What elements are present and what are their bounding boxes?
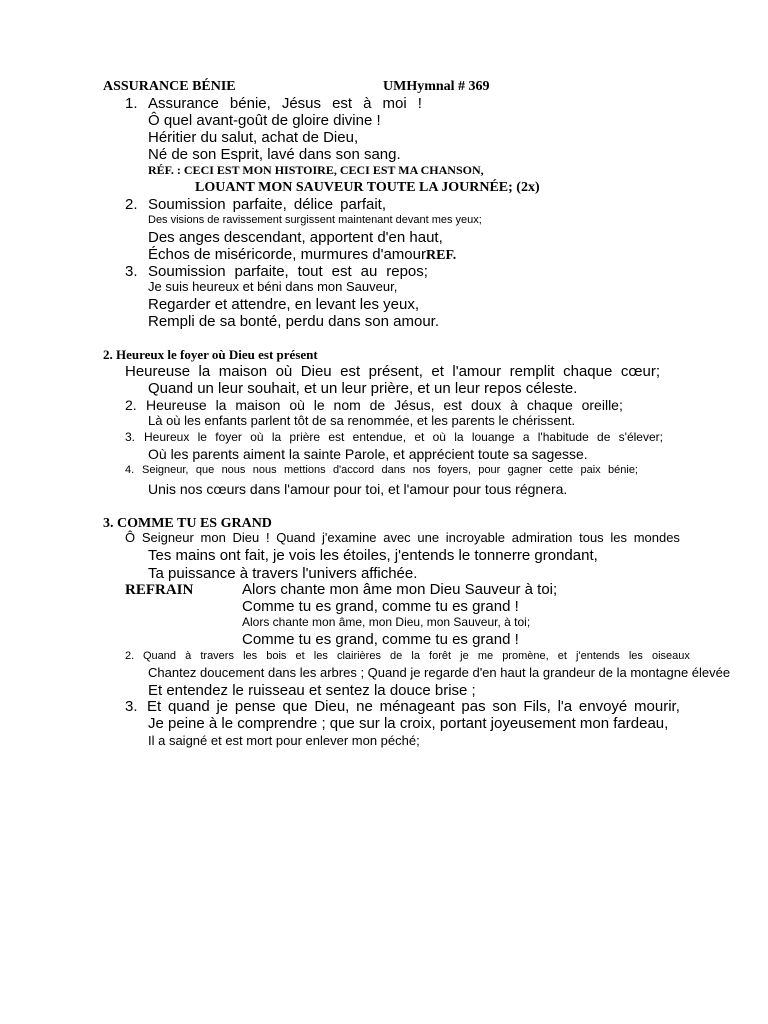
word: pour <box>478 464 501 476</box>
word: forêt <box>429 650 452 662</box>
word: ! <box>417 95 422 112</box>
hymn2-verse1-line1 <box>125 364 660 381</box>
word: Quand <box>276 530 316 545</box>
word: les <box>610 530 627 545</box>
word: où <box>250 430 264 444</box>
word: à <box>185 650 192 662</box>
hymn2-verse4-number: 4. <box>125 464 135 476</box>
hymn2-title: 2. Heureux le foyer où Dieu est présent <box>103 347 318 362</box>
word: Assurance <box>148 95 219 112</box>
word: délice <box>293 196 334 213</box>
word: clairières <box>336 650 381 662</box>
word: doux <box>470 397 502 413</box>
hymn1-verse3-line2: Je suis heureux et béni dans mon Sauveur, <box>148 279 398 294</box>
word: ne <box>356 698 373 715</box>
hymn3-verse2-number: 2. <box>125 650 135 662</box>
word: pas <box>461 698 486 715</box>
hymn3-verse1-line2: Tes mains ont fait, je vois les étoiles, j'entends le tonnerre grondant, <box>148 547 598 564</box>
word: Seigneur <box>141 530 194 545</box>
hymn1-refrain-line2: LOUANT MON SAUVEUR TOUTE LA JOURNÉE; (2x) <box>195 180 540 195</box>
word: où <box>275 363 293 380</box>
hymn3-refrain-line2: Comme tu es grand, comme tu es grand ! <box>242 598 519 615</box>
hymn2-verse3-number: 3. <box>125 430 136 444</box>
word: maison <box>218 363 268 380</box>
hymn3-verse2-line3: Et entendez le ruisseau et sentez la douce brise ; <box>148 682 476 699</box>
word: repos; <box>386 263 428 280</box>
hymn1-verse1-line1 <box>148 96 422 113</box>
word: la <box>454 430 464 444</box>
word: Ô <box>125 530 136 545</box>
hymn1-verse1-line3: Héritier du salut, achat de Dieu, <box>148 129 359 146</box>
hymn3-refrain-line1: Alors chante mon âme mon Dieu Sauveur à toi; <box>242 581 558 598</box>
hymn3-refrain-line3: Alors chante mon âme, mon Dieu, mon Sauveur, à toi; <box>242 615 531 629</box>
word: avec <box>383 530 411 545</box>
word: mettions <box>284 464 326 476</box>
hymn1-reference: UMHymnal # 369 <box>383 79 490 94</box>
word: la <box>411 650 420 662</box>
word: oiseaux <box>652 650 690 662</box>
word: de <box>369 397 386 413</box>
hymn1-verse3-number: 3. <box>125 263 138 280</box>
word: je <box>216 698 229 715</box>
word: admiration <box>511 530 573 545</box>
word: envoyé <box>578 698 628 715</box>
word: cette <box>549 464 574 476</box>
word: Seigneur, <box>142 464 189 476</box>
hymn3-title: 3. COMME TU ES GRAND <box>103 516 272 531</box>
word: et <box>431 363 444 380</box>
hymn3-refrain-label: REFRAIN <box>125 582 194 598</box>
hymn3-verse3-line3: Il a saigné et est mort pour enlever mon péché; <box>148 733 420 748</box>
word: Quand <box>143 650 177 662</box>
word: Heureux <box>144 430 190 444</box>
hymn3-verse2-line2: Chantez doucement dans les arbres ; Quand je regarde d'en haut la grandeur de la montagne élevée <box>148 665 731 680</box>
word: parfaite, <box>232 196 287 213</box>
word: nom <box>333 397 361 413</box>
hymn1-verse2-number: 2. <box>125 196 138 213</box>
word: Jésus <box>281 95 322 112</box>
word: ! <box>265 530 270 545</box>
word: Heureuse <box>125 363 191 380</box>
word: remplit <box>509 363 555 380</box>
word: quand <box>167 698 210 715</box>
word: les <box>628 650 643 662</box>
word: s'élever; <box>618 430 663 444</box>
word: Fils, <box>523 698 551 715</box>
hymn1-verse3-line4: Rempli de sa bonté, perdu dans son amour. <box>148 313 440 330</box>
word: Et <box>147 698 162 715</box>
word: nous <box>252 464 277 476</box>
word: bénie; <box>608 464 638 476</box>
word: entendue, <box>352 430 407 444</box>
hymn3-verse3-line2: Je peine à le comprendre ; que sur la croix, portant joyeusement mon fardeau, <box>148 715 669 732</box>
word: les <box>313 650 328 662</box>
word: mourir, <box>634 698 680 715</box>
word: l'amour <box>452 363 502 380</box>
word: est <box>340 363 361 380</box>
word: j'entends <box>576 650 620 662</box>
word: est <box>328 430 345 444</box>
word: d'accord <box>332 464 375 476</box>
word: dans <box>381 464 406 476</box>
word: et <box>557 650 567 662</box>
hymn1-verse2-line3: Des anges descendant, apportent d'en haut, <box>148 229 443 246</box>
word: où <box>289 397 305 413</box>
word: parfait, <box>340 196 386 213</box>
word: foyers, <box>437 464 471 476</box>
word: paix <box>580 464 601 476</box>
hymn3-verse2-line1 <box>143 650 690 662</box>
hymn2-verse3-line2: Où les parents aiment la sainte Parole, et apprécient toute sa sagesse. <box>148 446 588 462</box>
word: me <box>477 650 494 662</box>
word: tout <box>297 263 323 280</box>
word: oreille; <box>581 397 623 413</box>
hymn2-verse2-line2: Là où les enfants parlent tôt de sa renommée, et les parents le chérissent. <box>148 413 576 428</box>
word: Heureuse <box>146 397 207 413</box>
hymn1-verse1-number: 1. <box>125 95 138 112</box>
hymn1-verse1-line2: Ô quel avant-goût de gloire divine ! <box>148 112 381 129</box>
word: Soumission <box>148 263 226 280</box>
word: l'a <box>557 698 573 715</box>
word: cœur; <box>620 363 660 380</box>
word: une <box>417 530 440 545</box>
word: de <box>597 430 611 444</box>
word: l'habitude <box>537 430 589 444</box>
word: la <box>215 397 227 413</box>
word: chaque <box>563 363 613 380</box>
hymn1-verse2-refrain-mark: REF. <box>426 248 457 263</box>
word: gagner <box>507 464 542 476</box>
word: a <box>522 430 530 444</box>
word: est <box>443 397 463 413</box>
word: au <box>360 263 378 280</box>
word: présent, <box>368 363 423 380</box>
hymn2-verse3-line1 <box>144 431 663 444</box>
word: ménageant <box>379 698 455 715</box>
word: nous <box>221 464 246 476</box>
hymn2-verse1-line2: Quand un leur souhait, et un leur prière, et un leur repos céleste. <box>148 380 578 397</box>
hymn1-verse3-line3: Regarder et attendre, en levant les yeux, <box>148 296 419 313</box>
hymn1-verse2-line4: Échos de miséricorde, murmures d'amour. <box>148 246 430 263</box>
word: Dieu <box>300 363 332 380</box>
word: Dieu <box>232 530 260 545</box>
word: les <box>243 650 258 662</box>
word: foyer <box>215 430 242 444</box>
word: travers <box>200 650 234 662</box>
hymn1-verse1-line4: Né de son Esprit, lavé dans son sang. <box>148 146 401 163</box>
hymn2-verse2-number: 2. <box>125 397 137 413</box>
word: maison <box>235 397 281 413</box>
word: le <box>197 430 207 444</box>
word: à <box>363 95 372 112</box>
word: Soumission <box>148 196 226 213</box>
word: que <box>195 464 215 476</box>
word: est <box>331 263 352 280</box>
word: bois <box>266 650 287 662</box>
hymn3-refrain-line4: Comme tu es grand, comme tu es grand ! <box>242 631 519 648</box>
word: j'examine <box>322 530 377 545</box>
word: moi <box>382 95 407 112</box>
hymn3-verse3-line1 <box>147 699 680 716</box>
word: Jésus, <box>394 397 435 413</box>
word: Dieu, <box>314 698 350 715</box>
word: son <box>492 698 517 715</box>
word: louange <box>471 430 515 444</box>
hymn3-verse3-number: 3. <box>125 698 138 715</box>
hymn2-verse4-line1 <box>142 464 638 476</box>
hymn1-refrain-line1: RÉF. : CECI EST MON HISTOIRE, CECI EST MA CHANSON, <box>148 163 484 177</box>
hymn2-verse4-line2: Unis nos cœurs dans l'amour pour toi, et l'amour pour tous régnera. <box>148 481 568 497</box>
word: chaque <box>526 397 573 413</box>
word: le <box>313 397 325 413</box>
word: de <box>390 650 403 662</box>
word: bénie, <box>229 95 271 112</box>
word: la <box>271 430 282 444</box>
word: incroyable <box>445 530 506 545</box>
hymn2-verse2-line1 <box>146 398 623 413</box>
word: je <box>460 650 469 662</box>
word: à <box>510 397 518 413</box>
hymn3-verse1-line1 <box>125 531 680 545</box>
hymn3-verse1-line3: Ta puissance à travers l'univers affichée. <box>148 565 418 582</box>
word: pense <box>234 698 276 715</box>
word: prière <box>289 430 321 444</box>
hymn1-verse2-line2: Des visions de ravissement surgissent maintenant devant mes yeux; <box>148 214 482 226</box>
word: nos <box>412 464 431 476</box>
hymn1-verse2-line1 <box>148 197 386 214</box>
word: mondes <box>633 530 680 545</box>
word: mon <box>200 530 226 545</box>
word: où <box>432 430 446 444</box>
hymn1-title: ASSURANCE BÉNIE <box>103 79 236 94</box>
word: promène, <box>502 650 549 662</box>
word: et <box>295 650 305 662</box>
word: parfaite, <box>234 263 289 280</box>
word: la <box>198 363 211 380</box>
word: que <box>282 698 308 715</box>
word: est <box>332 95 353 112</box>
word: tous <box>579 530 604 545</box>
word: et <box>414 430 425 444</box>
